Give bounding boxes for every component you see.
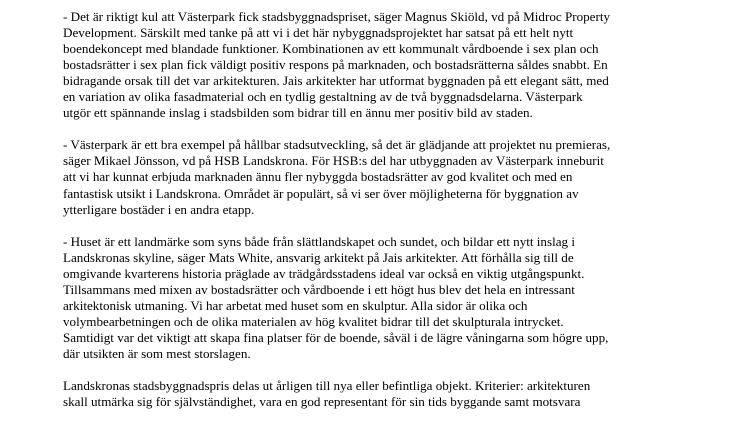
text-line: boendekoncept med blandade funktioner. Kombinationen av ett kommunalt vårdboende i sex plan och bbox=[63, 41, 599, 57]
text-line: där utsikten är som mest storslagen. bbox=[63, 345, 251, 361]
paragraph-skiold-quote bbox=[63, 0, 703, 121]
text-line: arkitektonisk utmaning. Vi har arbetat med huset som en skulptur. Alla sidor är olika och bbox=[63, 297, 528, 313]
paragraph-prize-criteria bbox=[63, 378, 703, 410]
text-line: - Huset är ett landmärke som syns både från slättlandskapet och sundet, och bildar ett nytt inslag i bbox=[63, 233, 575, 249]
text-line: Landskronas skyline, säger Mats White, ansvarig arkitekt på Jais arkitekter. Att förhålla sig till de bbox=[63, 249, 574, 265]
text-line: bidragande orsak till det var arkitekturen. Jais arkitekter har utformat byggnaden på ett elegant sätt, med bbox=[63, 73, 609, 89]
text-line: ytterligare bostäder i en andra etapp. bbox=[63, 201, 255, 217]
text-line: Tillsammans med mixen av bostadsrätter och vårdboende i ett högt hus blev det hela en intressant bbox=[63, 281, 575, 297]
text-line: - Västerpark är ett bra exempel på hållbar stadsutveckling, så det är glädjande att projektet nu premieras, bbox=[63, 137, 611, 153]
text-line: att vi har kunnat erbjuda marknaden ännu fler nybyggda bostadsrätter av god kvalitet och med en bbox=[63, 169, 573, 185]
text-line: fantastisk utsikt i Landskrona. Området är populärt, så vi ser över möjligheterna för byggnation av bbox=[63, 185, 579, 201]
text-line: säger Mikael Jönsson, vd på HSB Landskrona. För HSB:s del har utbyggnaden av Västerpark inneburit bbox=[63, 153, 604, 169]
text-line: Development. Särskilt med tanke på att vi i det här nybyggnadsprojektet har satsat på ett helt nytt bbox=[63, 25, 574, 41]
text-line: Landskronas stadsbyggnadspris delas ut årligen till nya eller befintliga objekt. Kriterier: arkitekturen bbox=[63, 378, 591, 394]
text-line: Samtidigt var det viktigt att skapa fina platser för de boende, såväl i de lägre våningarna som högre upp, bbox=[63, 329, 609, 345]
text-line: omgivande kvarterens historia präglade av trädgårdsstadens ideal var också en viktig utgångspunkt. bbox=[63, 265, 585, 281]
text-line: skall utmärka sig för självständighet, vara en god representant för sin tids byggande samt motsvara bbox=[63, 394, 581, 410]
document-body bbox=[63, 0, 703, 426]
paragraph-jonsson-quote bbox=[63, 137, 703, 217]
paragraph-white-quote bbox=[63, 234, 703, 362]
text-line: - Det är riktigt kul att Västerpark fick stadsbyggnadspriset, säger Magnus Skiöld, vd på Midroc Property bbox=[63, 9, 611, 24]
text-line: utgör ett spännande inslag i stadsbilden som bidrar till en ännu mer positiv bild av staden. bbox=[63, 105, 533, 121]
text-line: en variation av olika fasadmaterial och en tydlig gestaltning av de två byggnadsdelarna. Västerpark bbox=[63, 89, 583, 105]
text-line: volymbearbetningen och de olika materialen av hög kvalitet bidrar till det skulpturala intrycket. bbox=[63, 313, 564, 329]
text-line: bostadsrätter i sex plan fick väldigt positiv respons på marknaden, och bostadsrätterna såldes snabbt. En bbox=[63, 57, 608, 73]
